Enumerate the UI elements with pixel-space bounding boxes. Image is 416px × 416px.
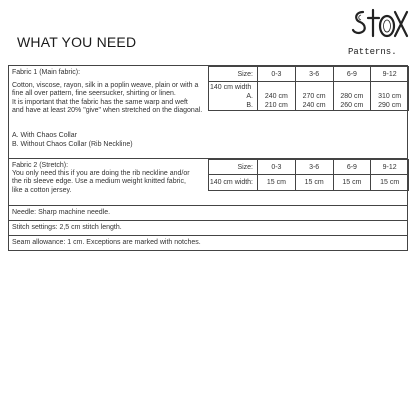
fabric2-desc-line: the rib sleeve edge. Use a medium weight knitted fabric, [12, 178, 186, 186]
fabric1-desc-line: It is important that the fabric has the same warp and weft [12, 98, 188, 106]
fabric1-desc-line: and have at least 20% "give" when stretched on the diagonal. [12, 107, 203, 115]
amount-b: 210 cm [264, 101, 288, 109]
amount-a: 280 cm [340, 92, 364, 100]
option-b-text: B. Without Chaos Collar (Rib Neckline) [12, 141, 133, 148]
size-col: 9-12 [371, 67, 409, 82]
row-b-label: B. [246, 102, 253, 109]
fabric2-desc-line: like a cotton jersey. [12, 186, 72, 194]
amount-a: 310 cm [378, 92, 402, 100]
fabric2-section [8, 158, 408, 206]
fabric1-label: Fabric 1 (Main fabric): [12, 69, 81, 76]
fabric1-desc-line: Cotton, viscose, rayon, silk in a poplin weave, plain or with a [12, 82, 199, 89]
needle-row [8, 205, 408, 221]
amount-b: 240 cm [302, 101, 326, 109]
amount-cell [371, 82, 409, 111]
amount-b: 290 cm [378, 101, 402, 109]
amount-cell: 15 cm [333, 175, 371, 191]
size-col: 9-12 [371, 160, 409, 175]
width-label-cell [209, 82, 258, 111]
amount-a: 270 cm [302, 92, 326, 100]
brand-logo [351, 6, 409, 52]
size-col: 0-3 [258, 160, 296, 175]
brand-wordmark: Patterns. [348, 47, 397, 57]
fabric2-size-table [208, 159, 409, 191]
size-col: 6-9 [333, 67, 371, 82]
page-title: WHAT YOU NEED [17, 34, 137, 50]
amount-cell [295, 82, 333, 111]
fabric2-label: Fabric 2 (Stretch): [12, 162, 69, 169]
stitch-text: Stitch settings: 2,5 cm stitch length. [12, 224, 122, 231]
fabric1-section [8, 65, 408, 159]
amount-cell: 15 cm [371, 175, 409, 191]
fabric2-desc-line: You only need this if you are doing the rib neckline and/or [12, 170, 190, 177]
fabric1-size-table [208, 66, 409, 111]
needle-text: Needle: Sharp machine needle. [12, 209, 111, 216]
size-col: 3-6 [295, 67, 333, 82]
size-header: Size: [209, 160, 258, 175]
size-col: 3-6 [295, 160, 333, 175]
fabric1-description [12, 82, 208, 116]
size-header: Size: [209, 67, 258, 82]
size-col: 0-3 [258, 67, 296, 82]
seam-text: Seam allowance: 1 cm. Exceptions are marked with notches. [12, 239, 201, 246]
amount-cell [333, 82, 371, 111]
amount-cell: 15 cm [295, 175, 333, 191]
amount-cell: 15 cm [258, 175, 296, 191]
fabric2-description [12, 170, 208, 195]
amount-a: 240 cm [264, 92, 288, 100]
seam-row [8, 235, 408, 251]
size-col: 6-9 [333, 160, 371, 175]
amount-b: 260 cm [340, 101, 364, 109]
row-a-label: A. [246, 93, 253, 100]
option-a-text: A. With Chaos Collar [12, 132, 77, 139]
width-label: 140 cm width: [209, 175, 258, 191]
amount-cell [258, 82, 296, 111]
width-label: 140 cm width [210, 84, 252, 91]
stitch-row [8, 220, 408, 236]
fabric1-desc-line: fine all over pattern, fine seersucker, shirting or linen. [12, 90, 176, 98]
